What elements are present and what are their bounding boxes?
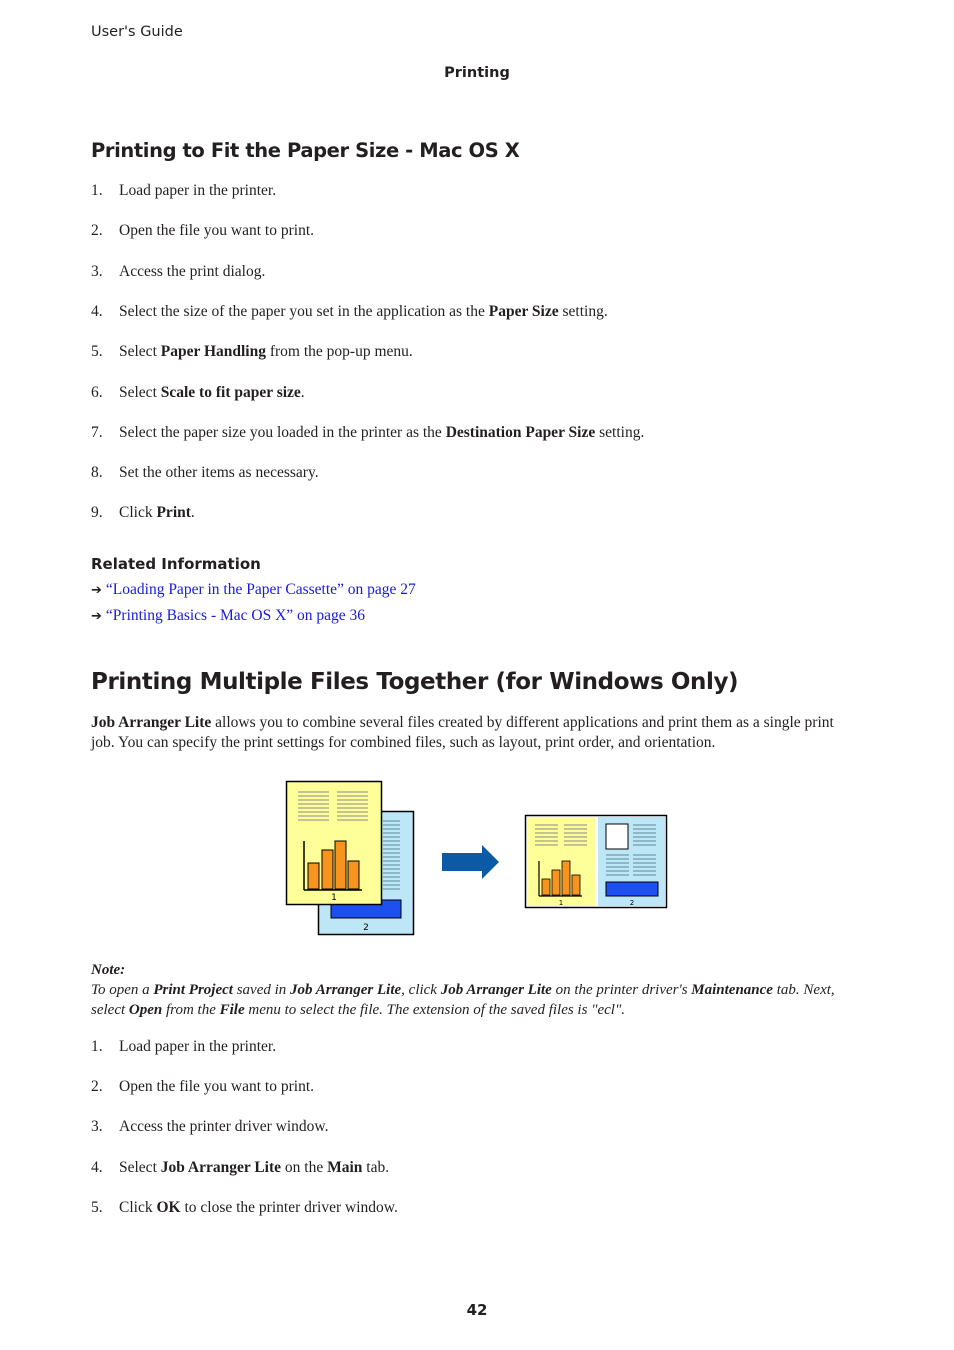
- step-number: 7.: [91, 424, 103, 441]
- step-bold-term: Main: [327, 1159, 363, 1176]
- step-bold-term: Job Arranger Lite: [160, 1159, 282, 1176]
- step-text: tab.: [362, 1159, 390, 1176]
- note-text-run: saved in: [232, 982, 291, 998]
- step-text: Access the print dialog.: [119, 263, 266, 280]
- step-number: 4.: [91, 1159, 103, 1176]
- step-number: 9.: [91, 504, 103, 521]
- page-label: 2: [363, 923, 369, 933]
- step-text: Load paper in the printer.: [119, 182, 277, 199]
- note-label: Note:: [91, 962, 126, 978]
- step-bold-term: OK: [156, 1199, 181, 1216]
- step-text: Select: [119, 1159, 161, 1176]
- note-text-run: To open a: [91, 982, 154, 998]
- step-number: 3.: [91, 263, 103, 280]
- page-label: 1: [331, 893, 337, 903]
- step-number: 6.: [91, 384, 103, 401]
- step-text: setting.: [595, 424, 645, 441]
- step-item: [91, 263, 265, 281]
- step-text: Open the file you want to print.: [119, 1078, 314, 1095]
- step-number: 1.: [91, 182, 103, 199]
- step-item: [91, 1038, 276, 1056]
- related-link-row: [91, 607, 365, 625]
- related-link-printing-basics[interactable]: “Printing Basics - Mac OS X” on page 36: [105, 607, 366, 624]
- step-item: [91, 384, 305, 402]
- arrow-right-icon: ➔: [91, 583, 102, 598]
- section-heading-windows: Printing Multiple Files Together (for Windows Only): [91, 669, 739, 695]
- step-text: to close the printer driver window.: [180, 1199, 398, 1216]
- related-link-row: [91, 581, 416, 599]
- step-number: 8.: [91, 464, 103, 481]
- step-bold-term: Paper Size: [488, 303, 559, 320]
- note-bold-term: Maintenance: [691, 982, 773, 998]
- note-bold-term: Print Project: [153, 982, 233, 998]
- step-text: Select the size of the paper you set in the application as the: [119, 303, 489, 320]
- page-label: 1: [558, 899, 564, 907]
- arrow-right-icon: [442, 845, 499, 879]
- step-number: 5.: [91, 343, 103, 360]
- step-text: Select the paper size you loaded in the printer as the: [119, 424, 446, 441]
- note-bold-term: Job Arranger Lite: [440, 982, 552, 998]
- step-text: Open the file you want to print.: [119, 222, 314, 239]
- running-header: User's Guide: [91, 24, 183, 40]
- step-bold-term: Paper Handling: [160, 343, 266, 360]
- step-text: on the: [281, 1159, 328, 1176]
- related-info-title: Related Information: [91, 555, 261, 573]
- step-item: [91, 1199, 398, 1217]
- note-text-run: on the printer driver's: [551, 982, 692, 998]
- chapter-title: Printing: [444, 65, 510, 81]
- step-number: 2.: [91, 222, 103, 239]
- step-bold-term: Destination Paper Size: [445, 424, 596, 441]
- note-bold-term: Open: [128, 1002, 163, 1018]
- note-bold-term: Job Arranger Lite: [290, 982, 402, 998]
- step-bold-term: Print: [156, 504, 191, 521]
- step-text: Click: [119, 504, 157, 521]
- step-text: Access the printer driver window.: [119, 1118, 329, 1135]
- arrow-right-icon: ➔: [91, 609, 102, 624]
- yellow-page-1: [287, 782, 382, 905]
- note-text-run: tab. Next, select: [91, 982, 835, 1018]
- step-text: Select: [119, 384, 161, 401]
- step-item: [91, 464, 319, 482]
- step-text: .: [190, 504, 195, 521]
- related-link-loading-paper[interactable]: “Loading Paper in the Paper Cassette” on page 27: [105, 581, 416, 598]
- step-text: .: [300, 384, 305, 401]
- step-number: 3.: [91, 1118, 103, 1135]
- step-bold-term: Scale to fit paper size: [160, 384, 301, 401]
- section-heading-mac: Printing to Fit the Paper Size - Mac OS X: [91, 139, 520, 162]
- step-item: [91, 222, 314, 240]
- note-text-run: from the: [162, 1002, 220, 1018]
- step-number: 2.: [91, 1078, 103, 1095]
- note-text-run: , click: [401, 982, 441, 998]
- step-text: setting.: [558, 303, 608, 320]
- step-text: Load paper in the printer.: [119, 1038, 277, 1055]
- note-text-run: menu to select the file. The extension of the saved files is "ecl".: [244, 1002, 626, 1018]
- intro-paragraph: [91, 713, 861, 753]
- step-number: 4.: [91, 303, 103, 320]
- intro-bold-term: Job Arranger Lite: [91, 714, 212, 731]
- step-item: [91, 343, 413, 361]
- note-text: [91, 980, 866, 1020]
- step-item: [91, 504, 195, 522]
- step-text: Select: [119, 343, 161, 360]
- step-item: [91, 182, 276, 200]
- intro-text: allows you to combine several files created by different applications and print them as a single print job. You can specify the print settings for combined files, such as layout, print order, and orientation.: [91, 714, 834, 751]
- step-item: [91, 424, 644, 442]
- step-number: 1.: [91, 1038, 103, 1055]
- step-text: Set the other items as necessary.: [119, 464, 319, 481]
- step-item: [91, 1118, 328, 1136]
- combined-2-up-page: [526, 816, 667, 908]
- note-bold-term: File: [219, 1002, 245, 1018]
- step-item: [91, 1159, 389, 1177]
- step-text: Click: [119, 1199, 157, 1216]
- page-number: 42: [466, 1301, 488, 1319]
- page-label: 2: [629, 899, 635, 907]
- job-arranger-illustration: [280, 775, 680, 940]
- step-item: [91, 303, 608, 321]
- step-text: from the pop-up menu.: [265, 343, 413, 360]
- step-item: [91, 1078, 314, 1096]
- step-number: 5.: [91, 1199, 103, 1216]
